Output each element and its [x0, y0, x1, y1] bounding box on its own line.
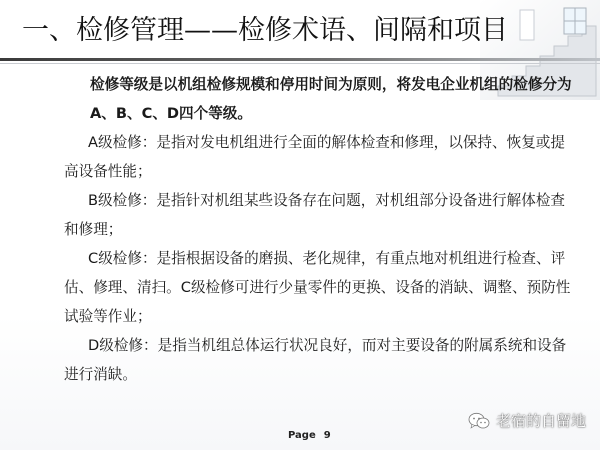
- page-label: Page: [288, 430, 316, 441]
- watermark-text: 老宿的自留地: [495, 412, 586, 430]
- level-c-paragraph: C级检修：是指根据设备的磨损、老化规律，有重点地对机组进行检查、评估、修理、清扫。C级检修可进行少量零件的更换、设备的消缺、调整、预防性试验等作业；: [64, 250, 571, 325]
- watermark: [468, 410, 586, 431]
- title-divider: [0, 58, 600, 61]
- intro-paragraph: 检修等级是以机组检修规模和停用时间为原则，将发电企业机组的检修分为A、B、C、D四个等级。: [90, 76, 572, 122]
- level-d-paragraph: D级检修：是指当机组总体运行状况良好，而对主要设备的附属系统和设备进行消缺。: [64, 337, 567, 383]
- page-number: 9: [323, 430, 331, 441]
- page-footer: [288, 430, 331, 441]
- slide-body: [64, 70, 578, 389]
- slide-title: 一、检修管理——检修术语、间隔和项目: [22, 15, 508, 46]
- level-a-paragraph: A级检修：是指对发电机组进行全面的解体检查和修理，以保持、恢复或提高设备性能；: [64, 134, 565, 180]
- title-divider-thin: [0, 63, 600, 64]
- level-b-paragraph: B级检修：是指针对机组某些设备存在问题，对机组部分设备进行解体检查和修理；: [64, 192, 566, 238]
- wechat-icon: [468, 412, 490, 430]
